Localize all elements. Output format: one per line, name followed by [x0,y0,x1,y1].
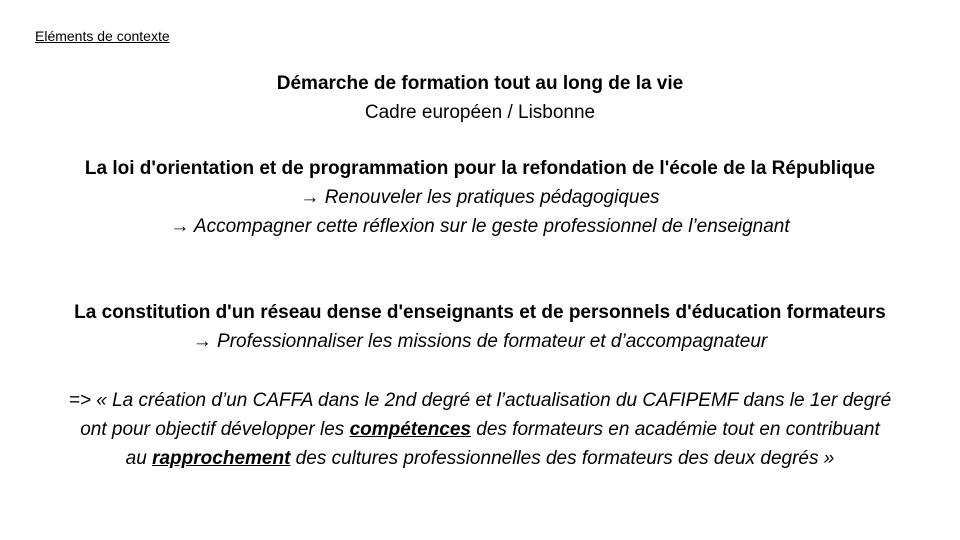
block1-subtitle: Cadre européen / Lisbonne [364,102,596,123]
block2-title: La loi d'orientation et de programmation pour la refondation de l'école de la République [84,158,876,179]
block2-point1: → Renouveler les pratiques pédagogiques [300,187,660,208]
quote-line2 [0,419,960,441]
quote-line1: => « La création d’un CAFFA dans le 2nd degré et l’actualisation du CAFIPEMF dans le 1er degré [68,390,892,411]
quote-line2-pre: ont pour objectif développer les [80,419,350,440]
quote-line2-post: des formateurs en académie tout en contribuant [471,419,880,440]
keyword-rapprochement: rapprochement [152,448,291,469]
context-label: Eléments de contexte [35,28,170,44]
block3-title: La constitution d'un réseau dense d'enseignants et de personnels d'éducation formateurs [74,302,886,323]
quote-line3-post: des cultures professionnelles des formateurs des deux degrés » [290,448,835,469]
quote-line3 [0,448,960,470]
quote-line3-pre: au [125,448,153,469]
keyword-competences: compétences [349,419,472,440]
block2-point2: → Accompagner cette réflexion sur le geste professionnel de l’enseignant [170,216,790,237]
block1-title: Démarche de formation tout au long de la vie [276,73,684,94]
block3-point1: → Professionnaliser les missions de formateur et d’accompagnateur [192,331,768,352]
